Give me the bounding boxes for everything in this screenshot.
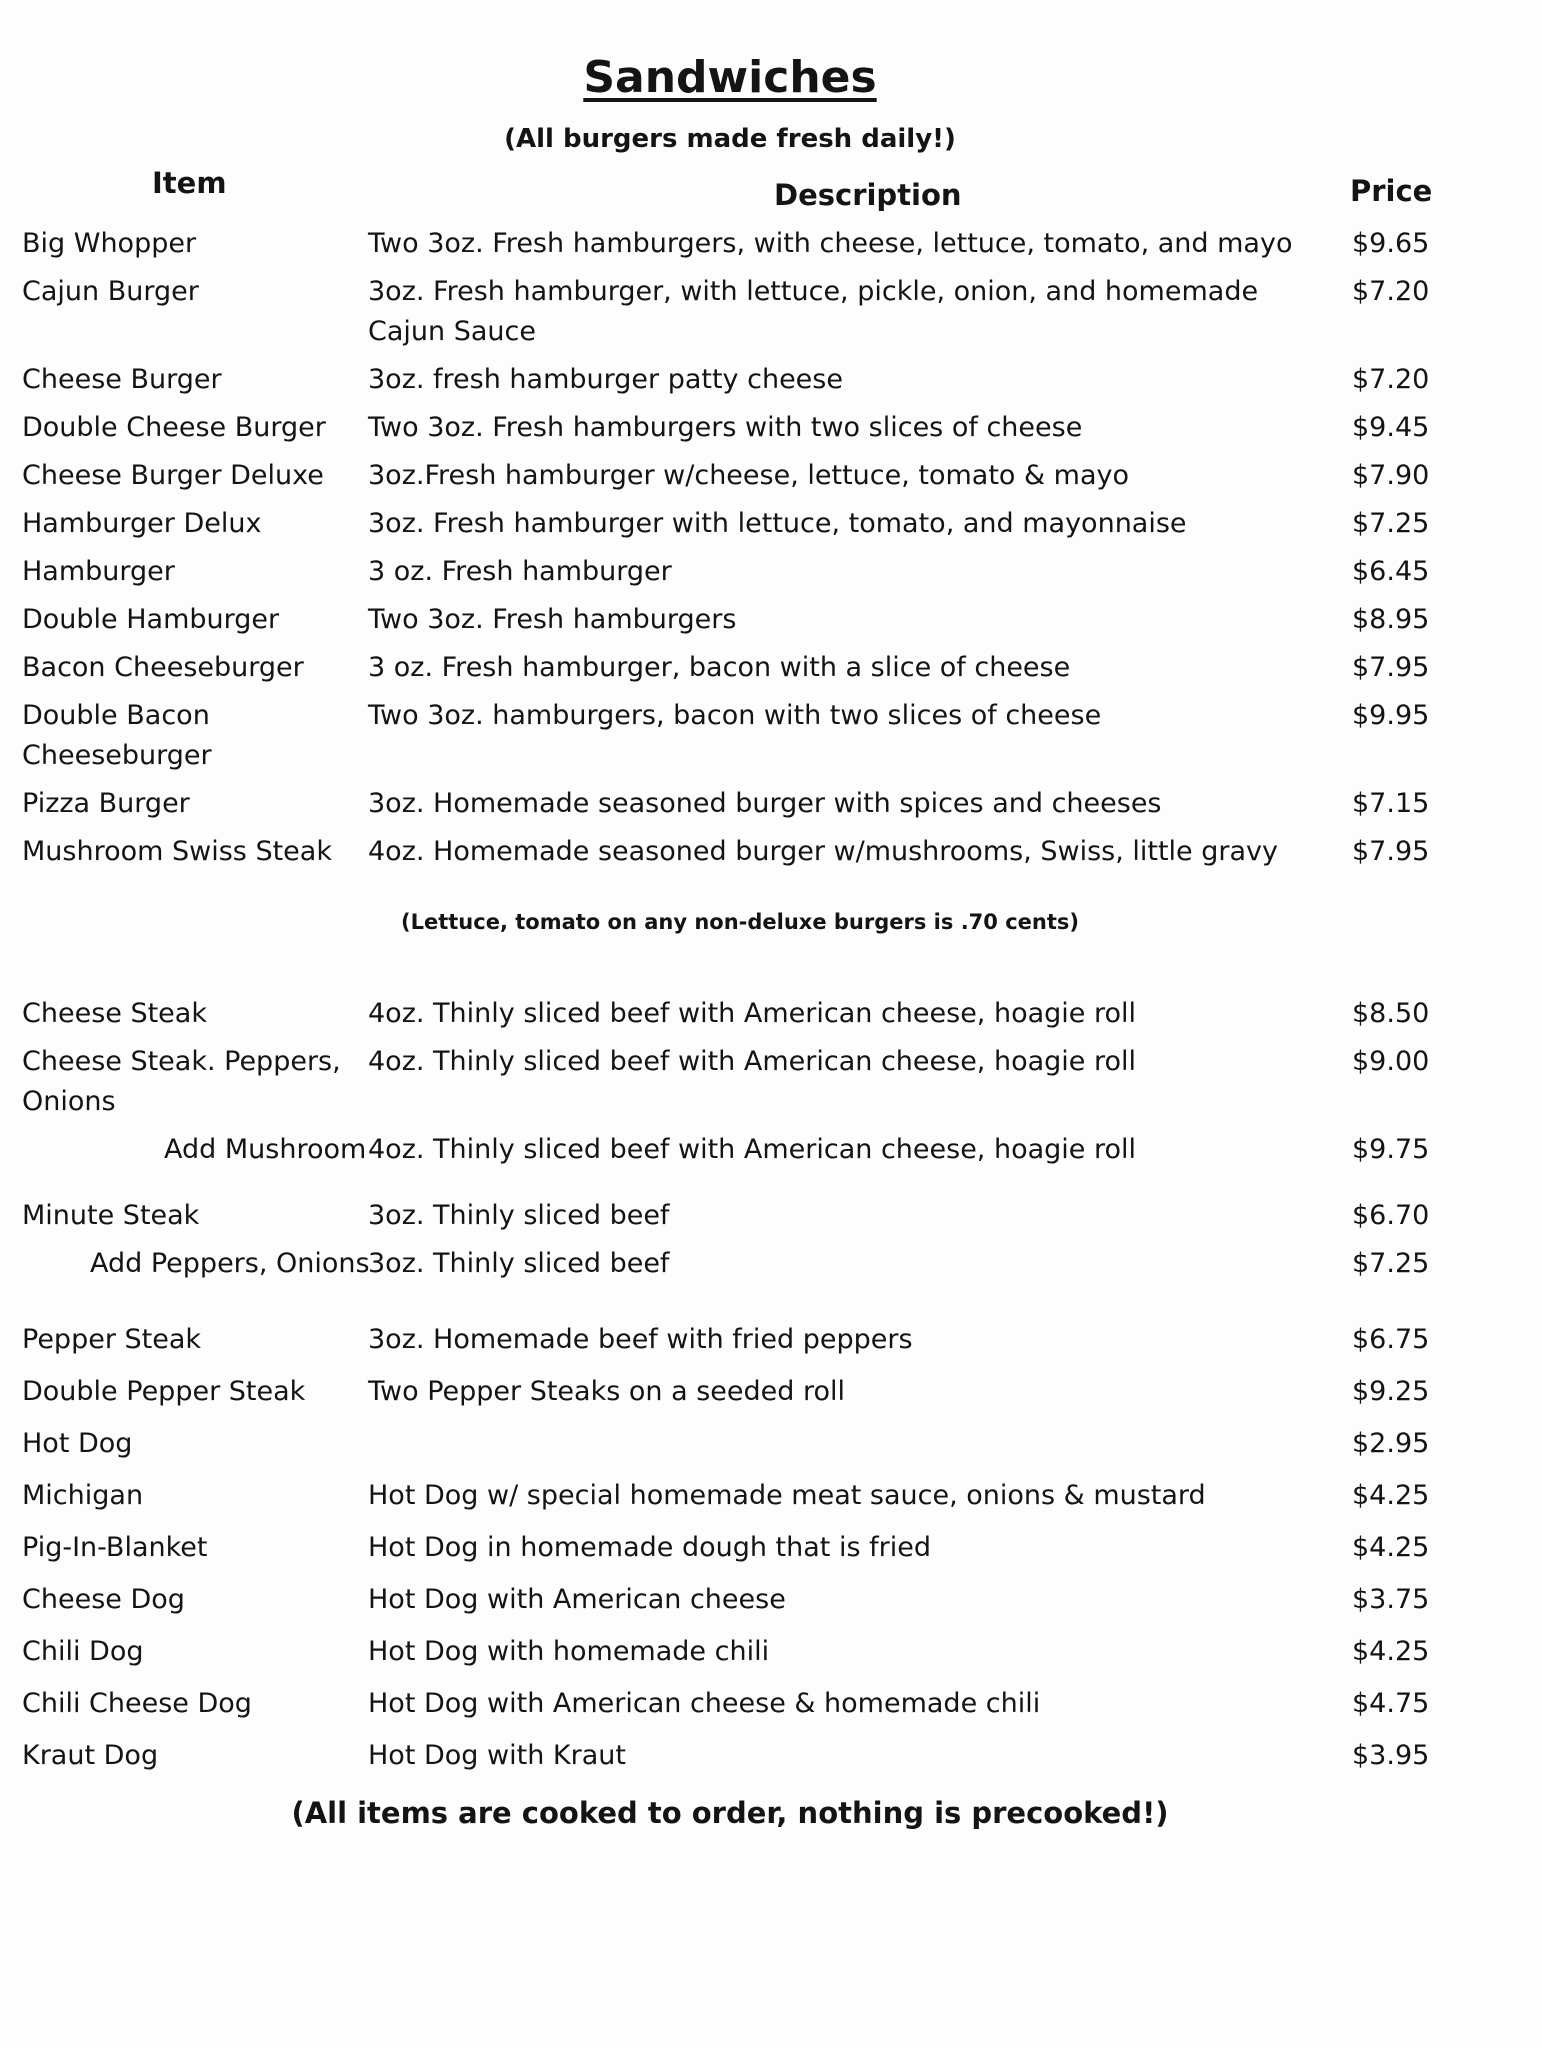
item-name: Pepper Steak [22, 1324, 202, 1355]
item-name: Pig-In-Blanket [22, 1532, 208, 1563]
item-price: $9.00 [1352, 1046, 1430, 1077]
item-description: 3oz. Fresh hamburger with lettuce, tomato, and mayonnaise [368, 508, 1187, 539]
column-header-description: Description [774, 178, 962, 212]
page-title: Sandwiches [583, 52, 877, 103]
item-price: $7.15 [1352, 788, 1430, 819]
item-name: Cheese Dog [22, 1584, 185, 1615]
item-price: $6.45 [1352, 556, 1430, 587]
item-price: $7.95 [1352, 652, 1430, 683]
item-name: Pizza Burger [22, 788, 190, 819]
item-name: Cheese Burger [22, 364, 222, 395]
item-description: Hot Dog with Kraut [368, 1740, 626, 1771]
item-price: $7.20 [1352, 364, 1430, 395]
item-price: $8.50 [1352, 998, 1430, 1029]
item-description: Two 3oz. Fresh hamburgers with two slices of cheese [368, 412, 1083, 443]
item-name: Bacon Cheeseburger [22, 652, 304, 683]
item-price: $4.25 [1352, 1480, 1430, 1511]
lettuce-tomato-note: (Lettuce, tomato on any non-deluxe burgers is .70 cents) [401, 910, 1079, 934]
column-header-price: Price [1350, 174, 1433, 208]
item-name: Cheese Steak. Peppers, Onions [22, 1046, 341, 1117]
item-name: Double Bacon Cheeseburger [22, 700, 212, 771]
item-name: Double Cheese Burger [22, 412, 326, 443]
item-price: $9.25 [1352, 1376, 1430, 1407]
item-description: Two 3oz. Fresh hamburgers, with cheese, lettuce, tomato, and mayo [368, 228, 1293, 259]
item-description: 4oz. Thinly sliced beef with American cheese, hoagie roll [368, 998, 1137, 1029]
cooked-to-order-footer: (All items are cooked to order, nothing is precooked!) [291, 1796, 1169, 1830]
item-name: Hamburger Delux [22, 508, 262, 539]
item-description: 3 oz. Fresh hamburger, bacon with a slice of cheese [368, 652, 1071, 683]
item-description: 4oz. Thinly sliced beef with American cheese, hoagie roll [368, 1134, 1137, 1165]
item-price: $7.95 [1352, 836, 1430, 867]
item-description: 3 oz. Fresh hamburger [368, 556, 672, 587]
item-description: 3oz. fresh hamburger patty cheese [368, 364, 843, 395]
column-header-item: Item [152, 166, 227, 200]
item-name: Mushroom Swiss Steak [22, 836, 332, 867]
item-name: Double Hamburger [22, 604, 280, 635]
item-price: $8.95 [1352, 604, 1430, 635]
item-description: 3oz. Thinly sliced beef [368, 1200, 670, 1231]
item-description: 3oz. Fresh hamburger, with lettuce, pickle, onion, and homemade Cajun Sauce [368, 276, 1259, 347]
item-description: Two 3oz. Fresh hamburgers [368, 604, 737, 635]
item-name: Cajun Burger [22, 276, 199, 307]
item-price: $4.25 [1352, 1636, 1430, 1667]
item-description: 3oz. Thinly sliced beef [368, 1248, 670, 1279]
item-name: Add Peppers, Onions [90, 1248, 370, 1279]
item-name: Chili Dog [22, 1636, 144, 1667]
item-description: Two 3oz. hamburgers, bacon with two slices of cheese [368, 700, 1102, 731]
item-price: $3.95 [1352, 1740, 1430, 1771]
item-price: $9.75 [1352, 1134, 1430, 1165]
item-description: Hot Dog with American cheese [368, 1584, 786, 1615]
item-price: $6.75 [1352, 1324, 1430, 1355]
item-price: $4.25 [1352, 1532, 1430, 1563]
item-description: Hot Dog in homemade dough that is fried [368, 1532, 931, 1563]
item-name: Hot Dog [22, 1428, 133, 1459]
item-description: Two Pepper Steaks on a seeded roll [368, 1376, 846, 1407]
item-name: Michigan [22, 1480, 144, 1511]
item-price: $9.65 [1352, 228, 1430, 259]
item-price: $6.70 [1352, 1200, 1430, 1231]
item-price: $9.95 [1352, 700, 1430, 731]
item-name: Chili Cheese Dog [22, 1688, 252, 1719]
item-price: $7.25 [1352, 1248, 1430, 1279]
item-name: Kraut Dog [22, 1740, 159, 1771]
item-price: $7.90 [1352, 460, 1430, 491]
item-description: 4oz. Thinly sliced beef with American cheese, hoagie roll [368, 1046, 1137, 1077]
item-description: Hot Dog with homemade chili [368, 1636, 770, 1667]
item-price: $9.45 [1352, 412, 1430, 443]
item-name: Cheese Steak [22, 998, 207, 1029]
item-name: Minute Steak [22, 1200, 200, 1231]
item-price: $4.75 [1352, 1688, 1430, 1719]
item-description: 3oz.Fresh hamburger w/cheese, lettuce, tomato & mayo [368, 460, 1130, 491]
item-name: Add Mushroom [164, 1134, 367, 1165]
item-description: Hot Dog w/ special homemade meat sauce, onions & mustard [368, 1480, 1206, 1511]
item-description: 3oz. Homemade seasoned burger with spices and cheeses [368, 788, 1162, 819]
item-description: Hot Dog with American cheese & homemade chili [368, 1688, 1041, 1719]
item-price: $2.95 [1352, 1428, 1430, 1459]
page-subtitle: (All burgers made fresh daily!) [504, 124, 956, 154]
item-price: $7.20 [1352, 276, 1430, 307]
item-price: $7.25 [1352, 508, 1430, 539]
item-description: 3oz. Homemade beef with fried peppers [368, 1324, 913, 1355]
item-description: 4oz. Homemade seasoned burger w/mushrooms, Swiss, little gravy [368, 836, 1278, 867]
item-name: Cheese Burger Deluxe [22, 460, 324, 491]
item-name: Hamburger [22, 556, 175, 587]
item-name: Double Pepper Steak [22, 1376, 306, 1407]
item-name: Big Whopper [22, 228, 197, 259]
item-price: $3.75 [1352, 1584, 1430, 1615]
